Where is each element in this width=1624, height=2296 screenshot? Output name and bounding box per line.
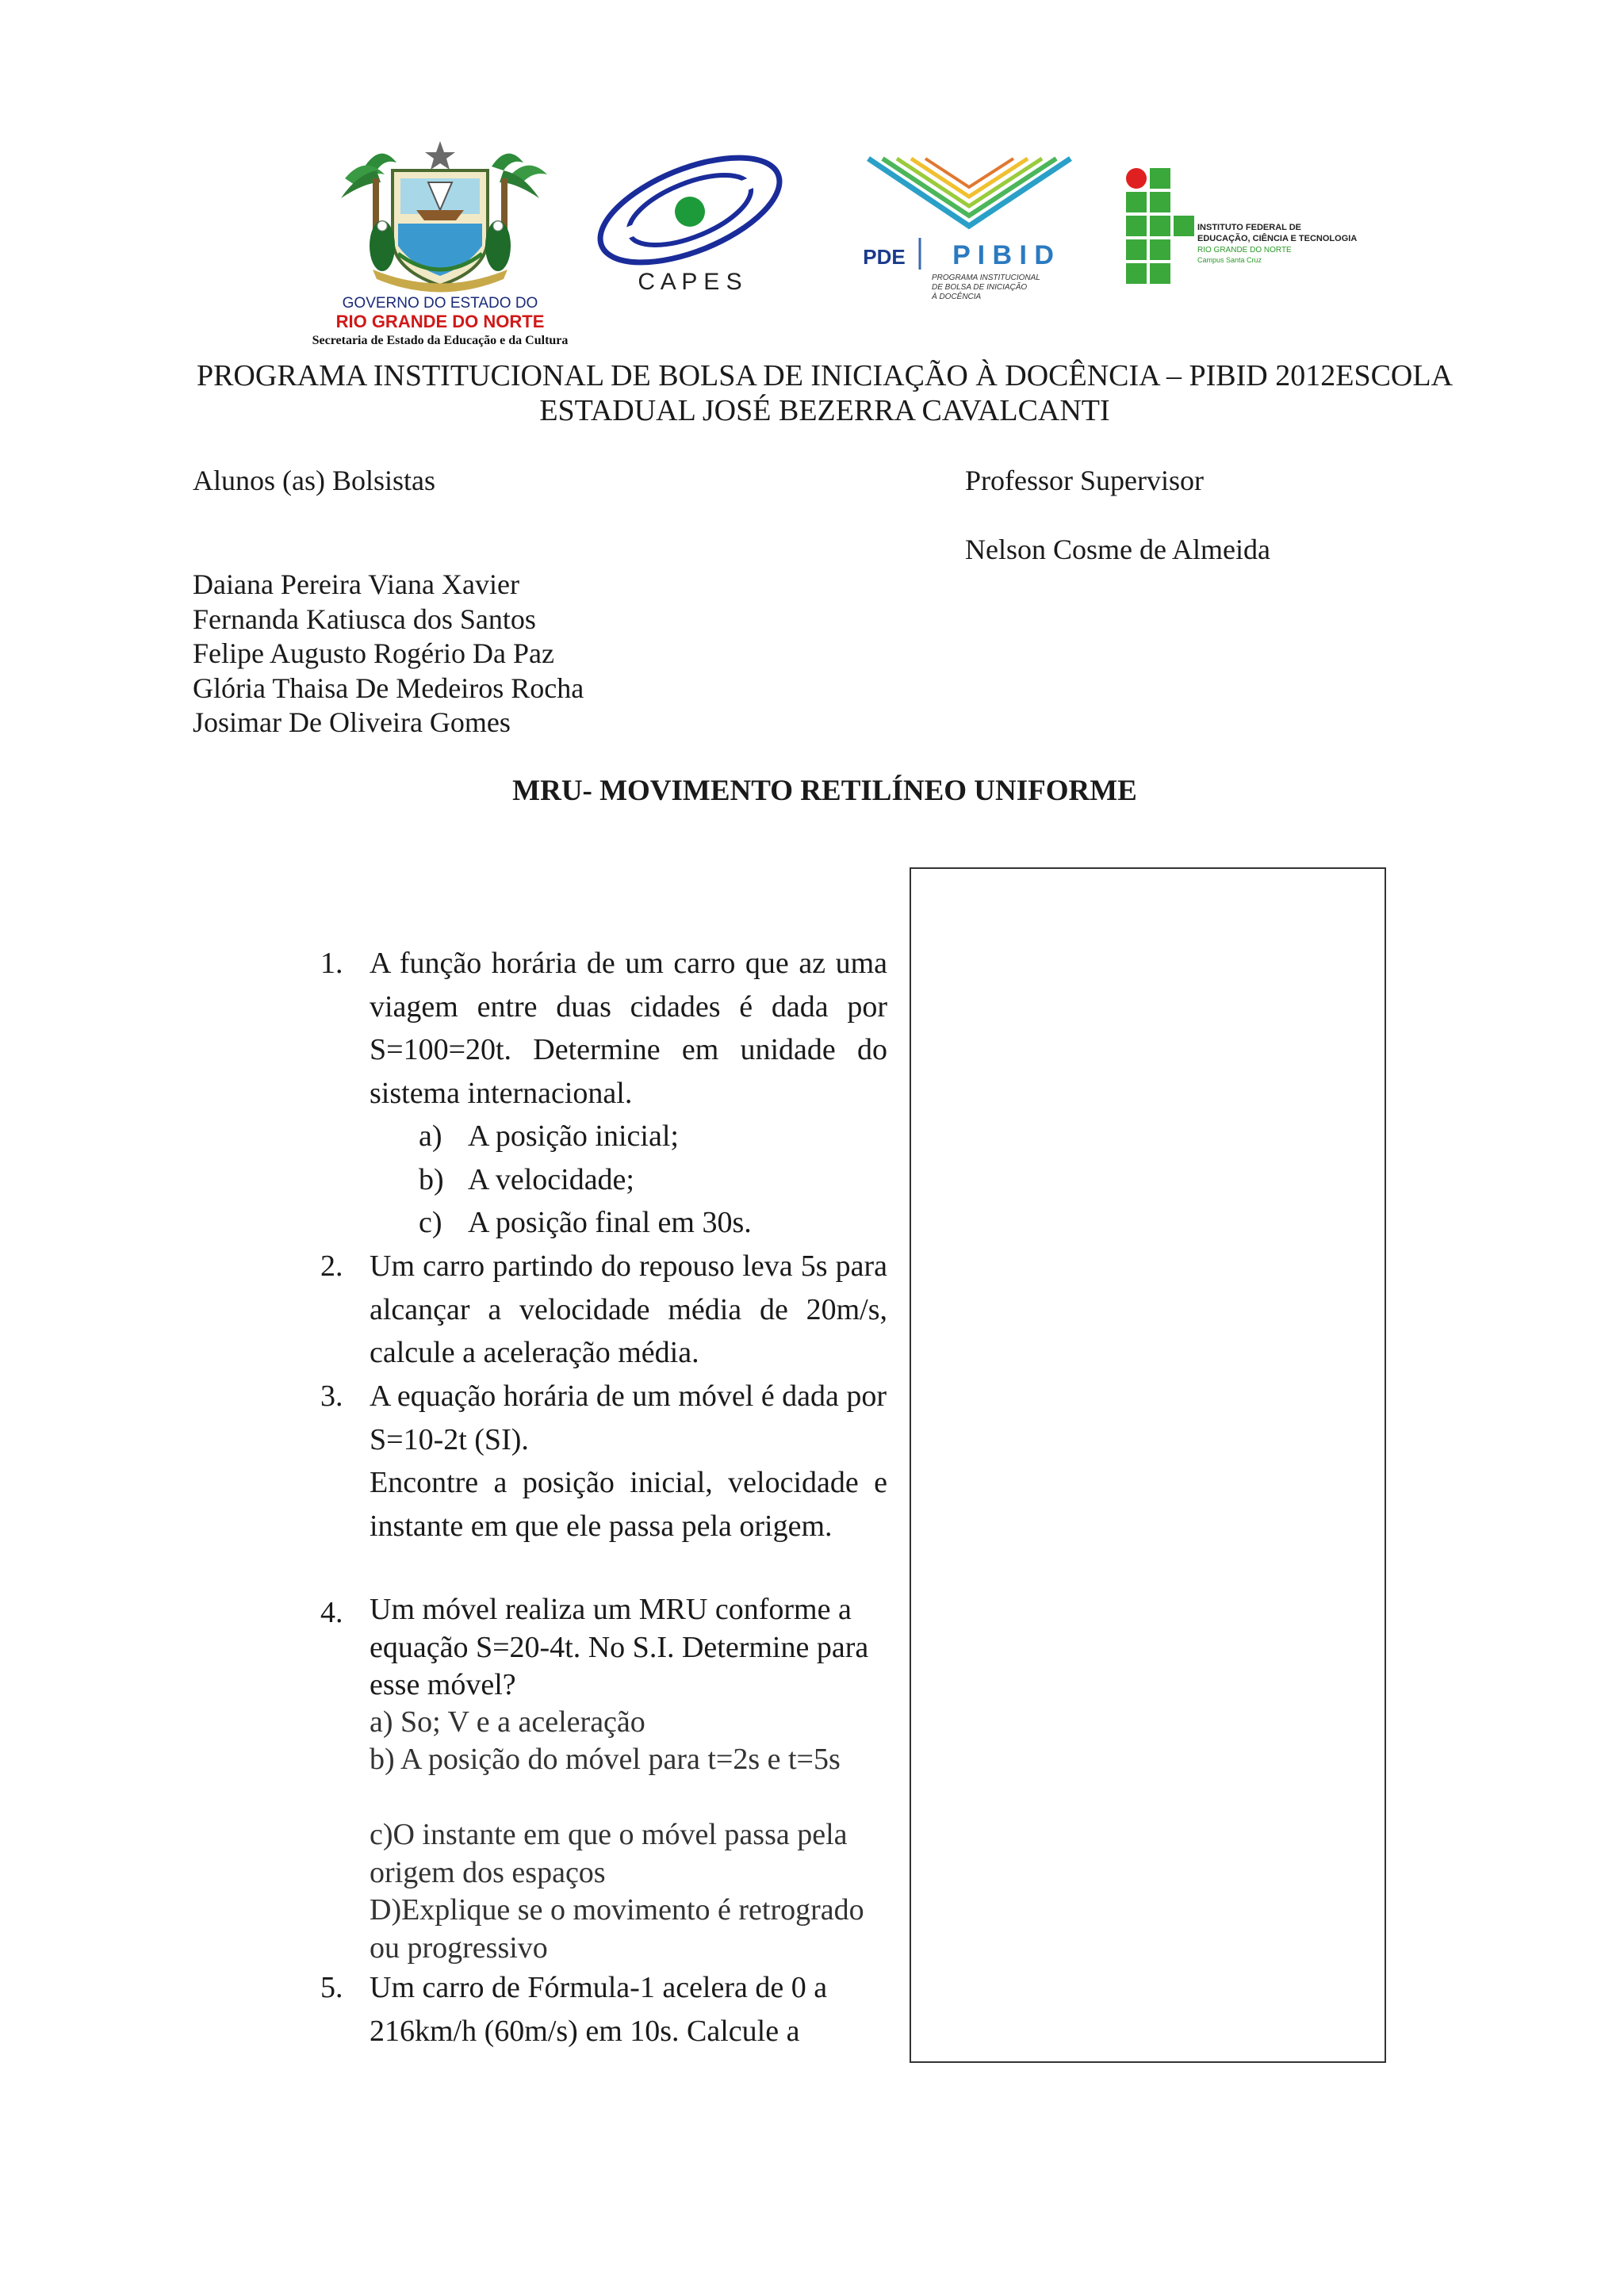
pde-pibid-logo — [852, 151, 1086, 301]
worksheet-title: MRU- MOVIMENTO RETILÍNEO UNIFORME — [512, 775, 1137, 807]
question-number: 1. — [320, 947, 343, 980]
ifrn-line4: Campus Santa Cruz — [1197, 256, 1262, 264]
students-label: Alunos (as) Bolsistas — [193, 465, 435, 496]
program-header-line1: PROGRAMA INSTITUCIONAL DE BOLSA DE INICIAÇÃO À DOCÊNCIA – PIBID 2012ESCOLA — [196, 359, 1454, 392]
rn-logo-line1: GOVERNO DO ESTADO DO — [342, 295, 538, 312]
pde-text: PDE — [863, 245, 906, 269]
capes-logo-text: C A P E S — [638, 269, 742, 295]
student-name: Josimar De Oliveira Gomes — [193, 706, 511, 738]
pibid-sub3: À DOCÊNCIA — [932, 293, 982, 301]
question-number: 5. — [320, 1971, 343, 2004]
ifrn-line2: EDUCAÇÃO, CIÊNCIA E TECNOLOGIA — [1197, 234, 1358, 243]
ifrn-logo — [1126, 166, 1388, 285]
supervisor-label: Professor Supervisor — [965, 465, 1204, 496]
student-name: Glória Thaisa De Medeiros Rocha — [193, 672, 584, 704]
question-text: Um carro partindo do repouso leva 5s para alcançar a velocidade média de 20m/s, calcule a aceleração média. — [370, 1249, 887, 1369]
student-name: Fernanda Katiusca dos Santos — [193, 603, 536, 635]
question-number: 2. — [320, 1249, 343, 1283]
question-4-item: a) So; V e a aceleração — [370, 1705, 645, 1739]
question-text: A equação horária de um móvel é dada por S=10-2t (SI). — [370, 1380, 887, 1456]
question-text: Encontre a posição inicial, velocidade e instante em que ele passa pela origem. — [370, 1466, 887, 1543]
question-text: Um carro de Fórmula-1 acelera de 0 a 216km/h (60m/s) em 10s. Calcule a — [370, 1971, 828, 2048]
question-text: A função horária de um carro que az uma viagem entre duas cidades é dada por S=100=20t. Determine em unidade do sistema internacional. — [370, 947, 887, 1110]
question-4-item: c)O instante em que o móvel passa pela origem dos espaços — [370, 1818, 848, 1889]
pibid-sub1: PROGRAMA INSTITUCIONAL — [932, 274, 1040, 282]
question-text: Um móvel realiza um MRU conforme a equação S=20-4t. No S.I. Determine para esse móvel? — [370, 1593, 869, 1701]
student-name: Felipe Augusto Rogério Da Paz — [193, 637, 554, 669]
supervisor-name: Nelson Cosme de Almeida — [965, 534, 1270, 565]
capes-logo — [579, 155, 801, 305]
question-number: 3. — [320, 1380, 343, 1413]
rn-logo-line2: RIO GRANDE DO NORTE — [335, 312, 545, 331]
program-header-line2: ESTADUAL JOSÉ BEZERRA CAVALCANTI — [539, 394, 1110, 427]
question-4-item: b) A posição do móvel para t=2s e t=5s — [370, 1743, 841, 1776]
rio-grande-do-norte-government-logo — [309, 135, 571, 349]
answer-box — [910, 867, 1386, 2063]
ifrn-line3: RIO GRANDE DO NORTE — [1197, 246, 1292, 254]
pibid-sub2: DE BOLSA DE INICIAÇÃO — [932, 283, 1028, 292]
pibid-text: P I B I D — [952, 240, 1054, 270]
question-number: 4. — [320, 1596, 343, 1629]
rn-logo-line3: Secretaria de Estado da Educação e da Cultura — [312, 334, 569, 347]
student-name: Daiana Pereira Viana Xavier — [193, 568, 519, 600]
ifrn-line1: INSTITUTO FEDERAL DE — [1197, 223, 1301, 232]
question-4-item: D)Explique se o movimento é retrogrado ou progressivo — [370, 1893, 864, 1965]
